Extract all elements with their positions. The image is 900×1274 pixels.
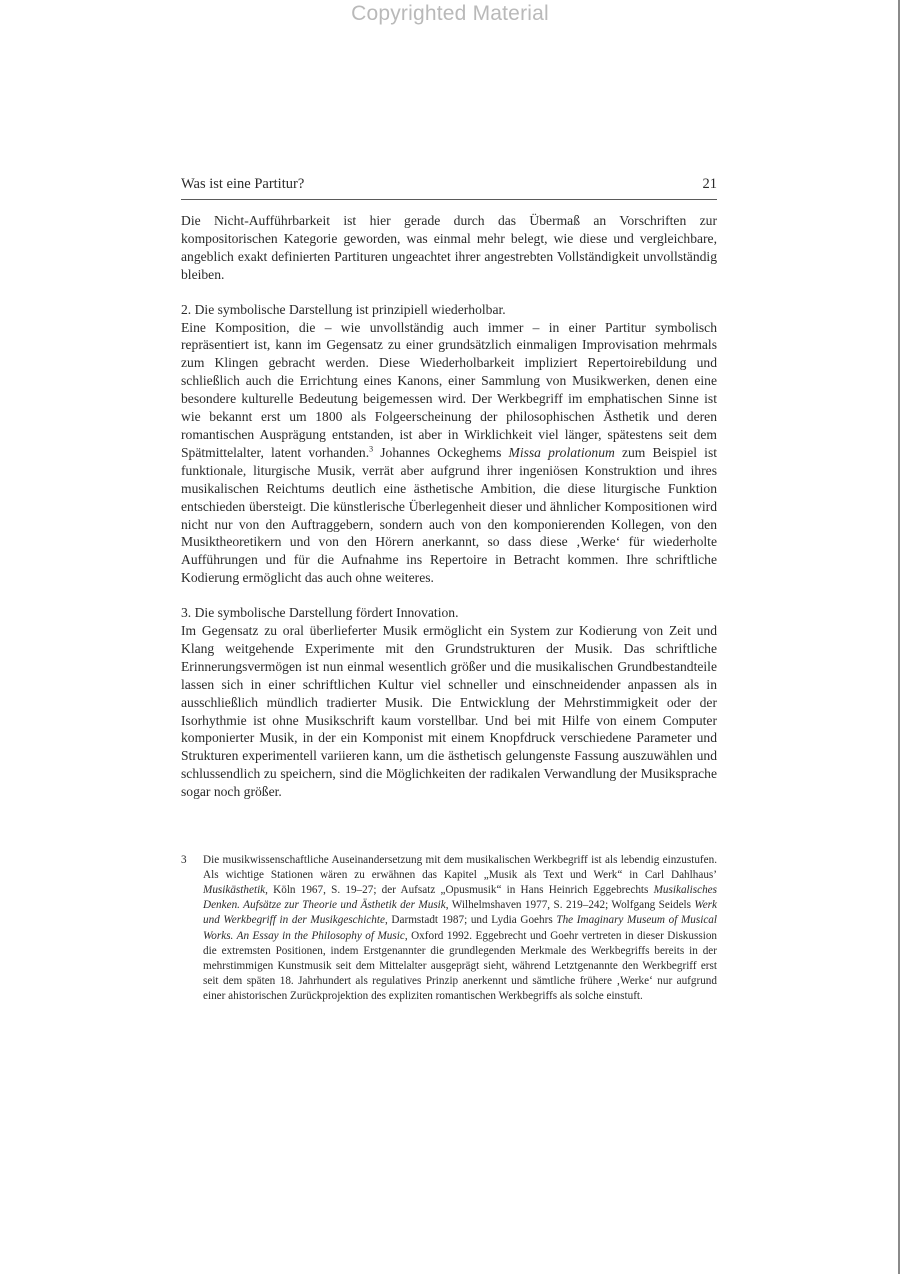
footnote-text-3: , Wilhelmshaven 1977, S. 219–242; Wolfgang Seidels bbox=[445, 899, 695, 912]
section-3 bbox=[181, 604, 717, 801]
page-number: 21 bbox=[702, 176, 717, 192]
intro-paragraph: Die Nicht-Aufführbarkeit ist hier gerade durch das Übermaß an Vorschriften zur kompositorischen Kategorie geworden, was einmal mehr belegt, wie diese und vergleichbare, angeblich exakt definierten Partituren ungeachtet ihrer angestrebten Vollständigkeit unvollständig bleiben. bbox=[181, 213, 717, 282]
footnote-text-2: , Köln 1967, S. 19–27; der Aufsatz „Opusmusik“ in Hans Heinrich Eggebrechts bbox=[265, 884, 654, 897]
running-head bbox=[181, 176, 717, 200]
section-3-paragraph: Im Gegensatz zu oral überlieferter Musik ermöglicht ein System zur Kodierung von Zeit und Klang weitgehende Experimente mit den Grundstrukturen der Musik. Das schriftliche Erinnerungsvermögen ist nun einmal wesentlich größer und die musikalischen Grundbestandteile lassen sich in einer schriftlichen Kultur viel schneller und einschneidender anpassen als in ausschließlich mündlich tradierter Musik. Die Entwicklung der Mehrstimmigkeit oder der Isorhythmie ist ohne Musikschrift kaum vorstellbar. Und bei mit Hilfe von einem Computer komponierter Musik, in der ein Komponist mit einem Knopfdruck verschiedene Parameter und Strukturen experimentell variieren kann, um die ästhetisch gelungenste Fassung auszuwählen und schlussendlich zu speichern, sind die Möglichkeiten der radikalen Verwandlung der Musiksprache sogar noch größer. bbox=[181, 623, 717, 800]
work-title-italic: Missa prolationum bbox=[508, 444, 615, 460]
section-2-text-c: zum Beispiel ist funktionale, liturgische Musik, verrät aber aufgrund ihrer ingeniösen Konstruktion und ihres musikalischen Reichtums deutlich eine ästhetische Ambition, die diese liturgische Funktion entschieden übersteigt. Die künstlerische Überlegenheit dieser und ähnlicher Kompositionen wird nicht nur von den Auftraggebern, sondern auch von den komponierenden Kollegen, von den Musiktheoretikern und von den Hörern anerkannt, so dass diese ‚Werke‘ für wiederholte Aufführungen und für die Aufnahme ins Repertoire in Betracht kommen. Ihre schriftliche Kodierung ermöglicht das auch ohne weiteres. bbox=[181, 444, 718, 586]
footnote-text-5: , Oxford 1992. Eggebrecht und Goehr vertreten in dieser Diskussion die extremsten Positionen, indem Erstgenannter die grundlegenden Merkmale des Werkbegriffs bereits in der mehrstimmigen Kunstmusik seit dem Mittelalter ausgeprägt sieht, während Letztgenannte den Werkbegriff erst seit dem späten 18. Jahrhundert als regulatives Prinzip anerkennt und sämtliche frühere ‚Werke‘ nur aufgrund einer ahistorischen Zurückprojektion des expliziten romantischen Werkbegriffs als solche einstuft. bbox=[203, 929, 718, 1002]
book-page bbox=[181, 176, 717, 1004]
section-2 bbox=[181, 301, 717, 588]
footnote-reference[interactable]: 3 bbox=[369, 444, 374, 454]
footnote-italic-4: The Imaginary Museum of Musical Works. An Essay in the Philosophy of Music bbox=[203, 914, 718, 942]
footnote-text-1: Die musikwissenschaftliche Auseinandersetzung mit dem musikalischen Werkbegriff ist als lebendig einzustufen. Als wichtige Stationen wären zu erwähnen das Kapitel „Musik als Text und Werk“ in Carl Dahlhaus’ bbox=[203, 854, 717, 882]
footnote-text bbox=[203, 853, 717, 1004]
footnote-number: 3 bbox=[181, 854, 187, 867]
watermark: Copyrighted Material bbox=[351, 2, 549, 25]
section-2-text-a: Eine Komposition, die – wie unvollständig auch immer – in einer Partitur symbolisch repräsentiert ist, kann im Gegensatz zu einer grundsätzlich einmaligen Improvisation mehrmals zum Klingen gebracht werden. Diese Wiederholbarkeit impliziert Repertoirebildung und schließlich auch die Errichtung eines Kanons, einer Sammlung von Musikwerken, denen eine besondere kulturelle Bedeutung beigemessen wird. Der Werkbegriff im emphatischen Sinne ist wie bekannt erst um 1800 als Folgeerscheinung der philosophischen Ästhetik und deren romantischen Ausprägung entstanden, ist aber in Wirklichkeit viel länger, spätestens seit dem Spätmittelalter, latent vorhanden. bbox=[181, 319, 717, 460]
footnote-italic-2: Musikalisches Denken. Aufsätze zur Theorie und Ästhetik der Musik bbox=[203, 884, 717, 912]
footnote-text-4: , Darmstadt 1987; und Lydia Goehrs bbox=[384, 914, 557, 927]
chapter-title: Was ist eine Partitur? bbox=[181, 176, 305, 192]
section-2-paragraph bbox=[181, 319, 717, 588]
body-text bbox=[181, 212, 717, 801]
section-2-text-b: Johannes Ockeghems bbox=[373, 444, 509, 460]
footnote-italic-1: Musikästhetik bbox=[203, 884, 266, 897]
footnote bbox=[181, 853, 717, 1004]
section-3-heading: 3. Die symbolische Darstellung fördert Innovation. bbox=[181, 605, 459, 621]
footnote-italic-3: Werk und Werkbegriff in der Musikgeschichte bbox=[203, 899, 717, 927]
section-2-heading: 2. Die symbolische Darstellung ist prinzipiell wiederholbar. bbox=[181, 301, 506, 317]
